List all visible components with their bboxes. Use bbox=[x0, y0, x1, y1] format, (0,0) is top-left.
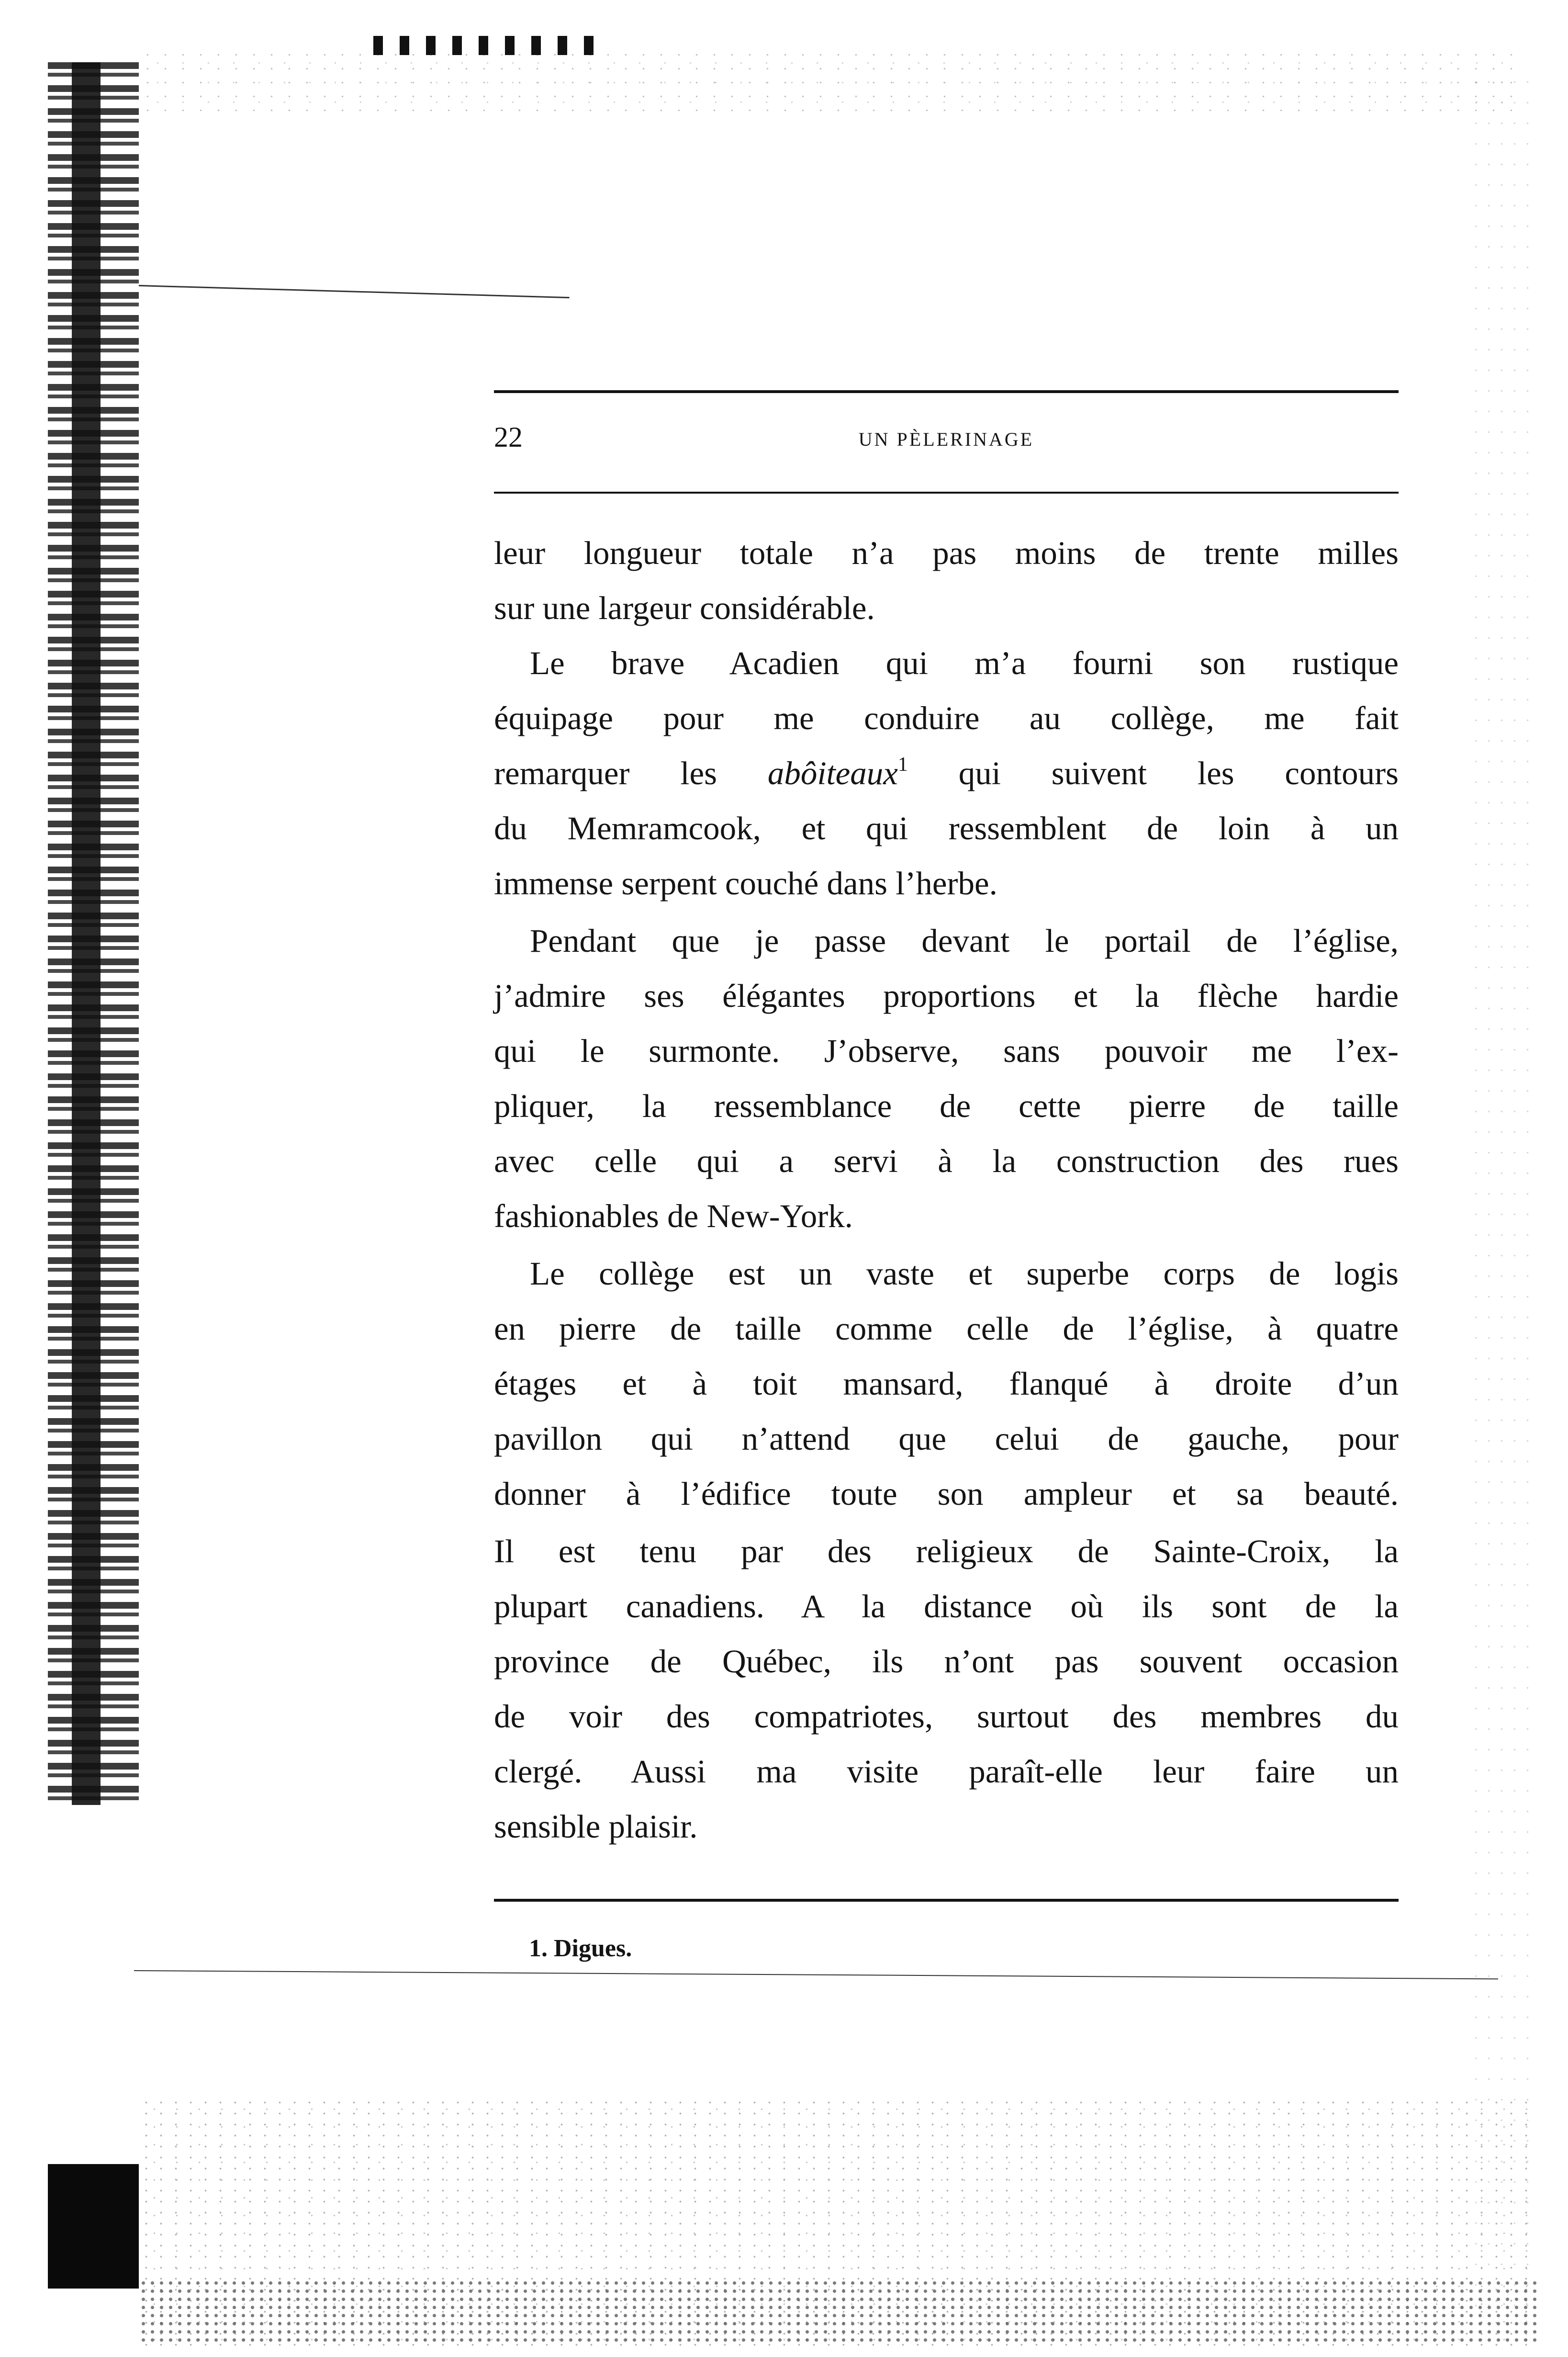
text-line: donner à l’édifice toute son ampleur et sa beauté. bbox=[494, 1476, 1399, 1512]
italic-term: abôiteaux bbox=[767, 755, 898, 791]
text-line: immense serpent couché dans l’herbe. bbox=[494, 865, 997, 902]
page-number: 22 bbox=[494, 421, 523, 453]
footnote: 1. Digues. bbox=[529, 1935, 632, 1962]
text-line: en pierre de taille comme celle de l’église, à quatre bbox=[494, 1310, 1399, 1347]
footnote-marker: 1 bbox=[897, 754, 908, 776]
text-fragment: qui suivent les contours bbox=[958, 755, 1399, 791]
header-rule-bottom bbox=[494, 492, 1399, 494]
scan-line-bottom bbox=[134, 1970, 1498, 1979]
paragraph-start: Le brave Acadien qui m’a fourni son rustique bbox=[530, 645, 1399, 681]
scan-edge-left-dark bbox=[72, 62, 101, 1805]
text-line: plupart canadiens. A la distance où ils sont de la bbox=[494, 1588, 1399, 1624]
text-line: leur longueur totale n’a pas moins de trente milles bbox=[494, 535, 1399, 571]
text-line: sur une largeur considérable. bbox=[494, 590, 875, 626]
scan-noise-right bbox=[1469, 72, 1532, 2322]
text-line: j’admire ses élégantes proportions et la flèche hardie bbox=[494, 978, 1399, 1014]
text-line: clergé. Aussi ma visite paraît-elle leur faire un bbox=[494, 1753, 1399, 1790]
text-line: qui le surmonte. J’observe, sans pouvoir me l’ex- bbox=[494, 1033, 1399, 1069]
scan-noise-top bbox=[139, 48, 1517, 120]
text-line: Il est tenu par des religieux de Sainte-Croix, la bbox=[494, 1533, 1399, 1569]
text-line: sensible plaisir. bbox=[494, 1808, 698, 1845]
header-rule-top bbox=[494, 390, 1399, 393]
running-head: UN PÈLERINAGE bbox=[858, 429, 1034, 450]
text-line: province de Québec, ils n’ont pas souvent occasion bbox=[494, 1643, 1399, 1680]
text-line bbox=[494, 752, 1399, 795]
paragraph-start: Le collège est un vaste et superbe corps de logis bbox=[530, 1255, 1399, 1292]
text-line: fashionables de New-York. bbox=[494, 1198, 853, 1234]
scan-marks-top bbox=[373, 36, 603, 55]
text-line: de voir des compatriotes, surtout des membres du bbox=[494, 1698, 1399, 1735]
text-line: étages et à toit mansard, flanqué à droite d’un bbox=[494, 1365, 1399, 1402]
text-line: équipage pour me conduire au collège, me fait bbox=[494, 700, 1399, 736]
paragraph-start: Pendant que je passe devant le portail de l’église, bbox=[530, 923, 1399, 959]
text-line: avec celle qui a servi à la construction des rues bbox=[494, 1143, 1399, 1179]
scan-line-top bbox=[139, 285, 570, 298]
footnote-rule bbox=[494, 1899, 1399, 1902]
text-line: pliquer, la ressemblance de cette pierre de taille bbox=[494, 1088, 1399, 1124]
text-line: du Memramcook, et qui ressemblent de loin à un bbox=[494, 810, 1399, 846]
text-line: pavillon qui n’attend que celui de gauche, pour bbox=[494, 1421, 1399, 1457]
text-fragment: remarquer les bbox=[494, 755, 717, 791]
scan-noise-bottom-dark bbox=[139, 2279, 1536, 2346]
scan-block-bottom bbox=[48, 2164, 139, 2289]
